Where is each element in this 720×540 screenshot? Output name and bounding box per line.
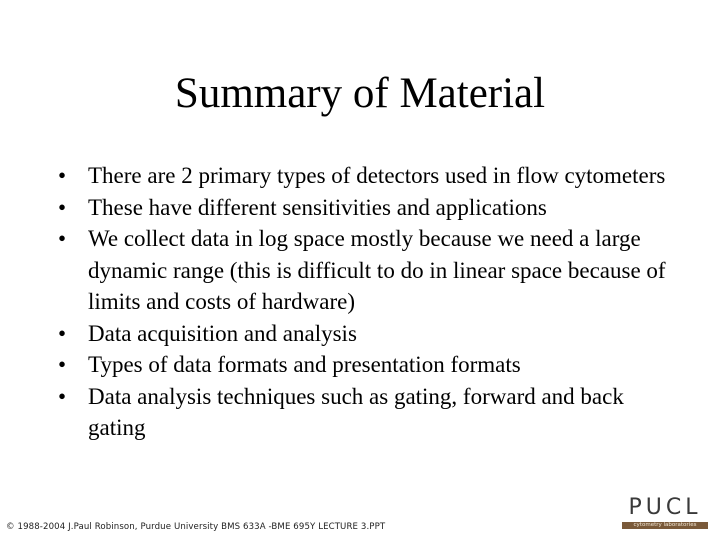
bullet-item <box>58 318 668 350</box>
logo-text: PUCL <box>628 495 702 520</box>
bullet-list <box>58 160 668 444</box>
bullet-item <box>58 192 668 224</box>
copyright-footer: © 1988-2004 J.Paul Robinson, Purdue University BMS 633A -BME 695Y LECTURE 3.PPT <box>6 522 386 532</box>
pucl-logo <box>622 496 708 534</box>
bullet-text: Data acquisition and analysis <box>88 320 357 346</box>
bullet-icon: • <box>58 383 67 409</box>
bullet-item <box>58 349 668 381</box>
bullet-icon: • <box>58 194 67 220</box>
bullet-text: These have different sensitivities and applications <box>88 194 547 220</box>
bullet-item <box>58 381 668 444</box>
bullet-icon: • <box>58 163 67 188</box>
slide-title: Summary of Material <box>174 70 546 117</box>
bullet-icon: • <box>58 320 67 346</box>
bullet-text: There are 2 primary types of detectors used in flow cytometers <box>88 163 666 188</box>
bullet-item <box>58 223 668 318</box>
bullet-text: Data analysis techniques such as gating, forward and back gating <box>88 383 624 440</box>
bullet-icon: • <box>58 352 67 377</box>
bullet-icon: • <box>58 226 67 251</box>
bullet-item <box>58 160 668 192</box>
bullet-text: Types of data formats and presentation formats <box>88 352 521 377</box>
logo-subtext-bar: cytometry laboratories <box>622 522 708 529</box>
bullet-text: We collect data in log space mostly because we need a large dynamic range (this is difficult to do in linear space because of limits and costs of hardware) <box>88 226 666 314</box>
